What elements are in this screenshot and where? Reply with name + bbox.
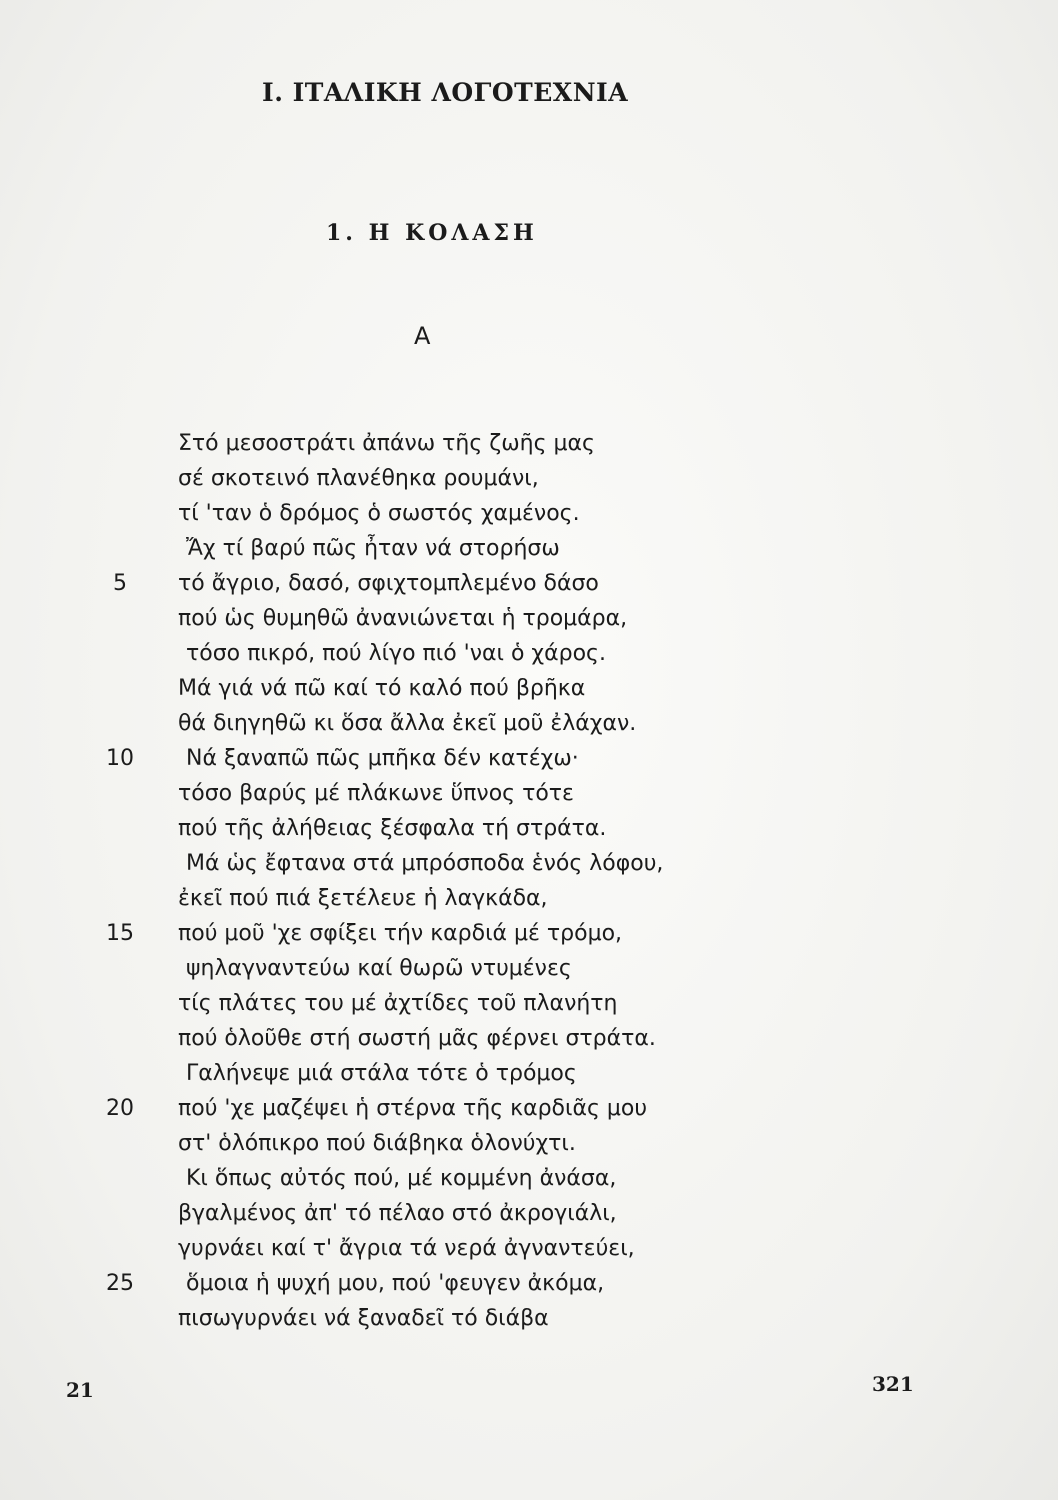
line-text: πού μοῦ 'χε σφίξει τήν καρδιά μέ τρόμο, [178,921,623,946]
line-text: θά διηγηθῶ κι ὅσα ἄλλα ἐκεῖ μοῦ ἐλάχαν. [178,711,637,736]
verse-line [0,1161,1058,1196]
verse-line [0,846,1058,881]
line-number: 10 [106,746,134,771]
verse-line [0,951,1058,986]
verse-line [0,1266,1058,1301]
line-text: στ' ὁλόπικρο πού διάβηκα ὁλονύχτι. [178,1131,576,1156]
line-text: σέ σκοτεινό πλανέθηκα ρουμάνι, [178,466,539,491]
line-text: Κι ὅπως αὐτός πού, μέ κομμένη ἀνάσα, [186,1166,617,1191]
line-text: τί 'ταν ὁ δρόμος ὁ σωστός χαμένος. [178,501,580,526]
line-text: ἐκεῖ πού πιά ξετέλευε ἡ λαγκάδα, [178,886,548,911]
verse-line [0,881,1058,916]
line-text: Στό μεσοστράτι ἀπάνω τῆς ζωῆς μας [178,431,595,456]
line-text: πού ὡς θυμηθῶ ἀνανιώνεται ἡ τρομάρα, [178,606,628,631]
verse-line [0,1231,1058,1266]
page-number: 321 [872,1372,914,1396]
line-text: Μά γιά νά πῶ καί τό καλό πού βρῆκα [178,676,586,701]
line-text: ὅμοια ἡ ψυχή μου, πού 'φευγεν ἀκόμα, [186,1271,605,1296]
section-title: 1. Η ΚΟΛΑΣΗ [326,220,538,246]
line-text: τό ἄγριο, δασό, σφιχτομπλεμένο δάσο [178,571,599,596]
line-text: πού τῆς ἀλήθειας ξέσφαλα τή στράτα. [178,816,607,841]
line-text: τόσο πικρό, πού λίγο πιό 'ναι ὁ χάρος. [186,641,606,666]
verse-line [0,1196,1058,1231]
verse-line [0,461,1058,496]
line-number: 20 [106,1096,134,1121]
line-number: 25 [106,1271,134,1296]
verse-line [0,636,1058,671]
line-text: πού ὁλοῦθε στή σωστή μᾶς φέρνει στράτα. [178,1026,656,1051]
verse-line [0,916,1058,951]
line-text: τίς πλάτες του μέ ἀχτίδες τοῦ πλανήτη [178,991,618,1016]
verse-line [0,671,1058,706]
line-number: 15 [106,921,134,946]
verse-line [0,601,1058,636]
verse-line [0,776,1058,811]
line-text: Γαλήνεψε μιά στάλα τότε ὁ τρόμος [186,1061,577,1086]
line-text: πού 'χε μαζέψει ἡ στέρνα τῆς καρδιᾶς μου [178,1096,648,1121]
line-number: 5 [113,571,127,596]
verse-line [0,1021,1058,1056]
line-text: ψηλαγναντεύω καί θωρῶ ντυμένες [186,956,572,981]
verse-line [0,566,1058,601]
verse-block [0,426,1058,1336]
chapter-title: I. ΙΤΑΛΙΚΗ ΛΟΓΟΤΕΧΝΙΑ [262,78,629,107]
line-text: Μά ὡς ἔφτανα στά μπρόσποδα ἑνός λόφου, [186,851,664,876]
verse-line [0,706,1058,741]
verse-line [0,531,1058,566]
signature-mark: 21 [66,1378,94,1402]
verse-line [0,1056,1058,1091]
verse-line [0,811,1058,846]
line-text: τόσο βαρύς μέ πλάκωνε ὕπνος τότε [178,781,574,806]
canto-label: Α [414,322,431,350]
line-text: γυρνάει καί τ' ἄγρια τά νερά ἀγναντεύει, [178,1236,635,1261]
verse-line [0,1301,1058,1336]
verse-line [0,741,1058,776]
verse-line [0,986,1058,1021]
verse-line [0,1091,1058,1126]
verse-line [0,496,1058,531]
line-text: πισωγυρνάει νά ξαναδεῖ τό διάβα [178,1306,549,1331]
line-text: βγαλμένος ἀπ' τό πέλαο στό ἀκρογιάλι, [178,1201,617,1226]
verse-line [0,426,1058,461]
line-text: Ἄχ τί βαρύ πῶς ἦταν νά στορήσω [186,536,560,561]
verse-line [0,1126,1058,1161]
line-text: Νά ξαναπῶ πῶς μπῆκα δέν κατέχω· [186,746,579,771]
